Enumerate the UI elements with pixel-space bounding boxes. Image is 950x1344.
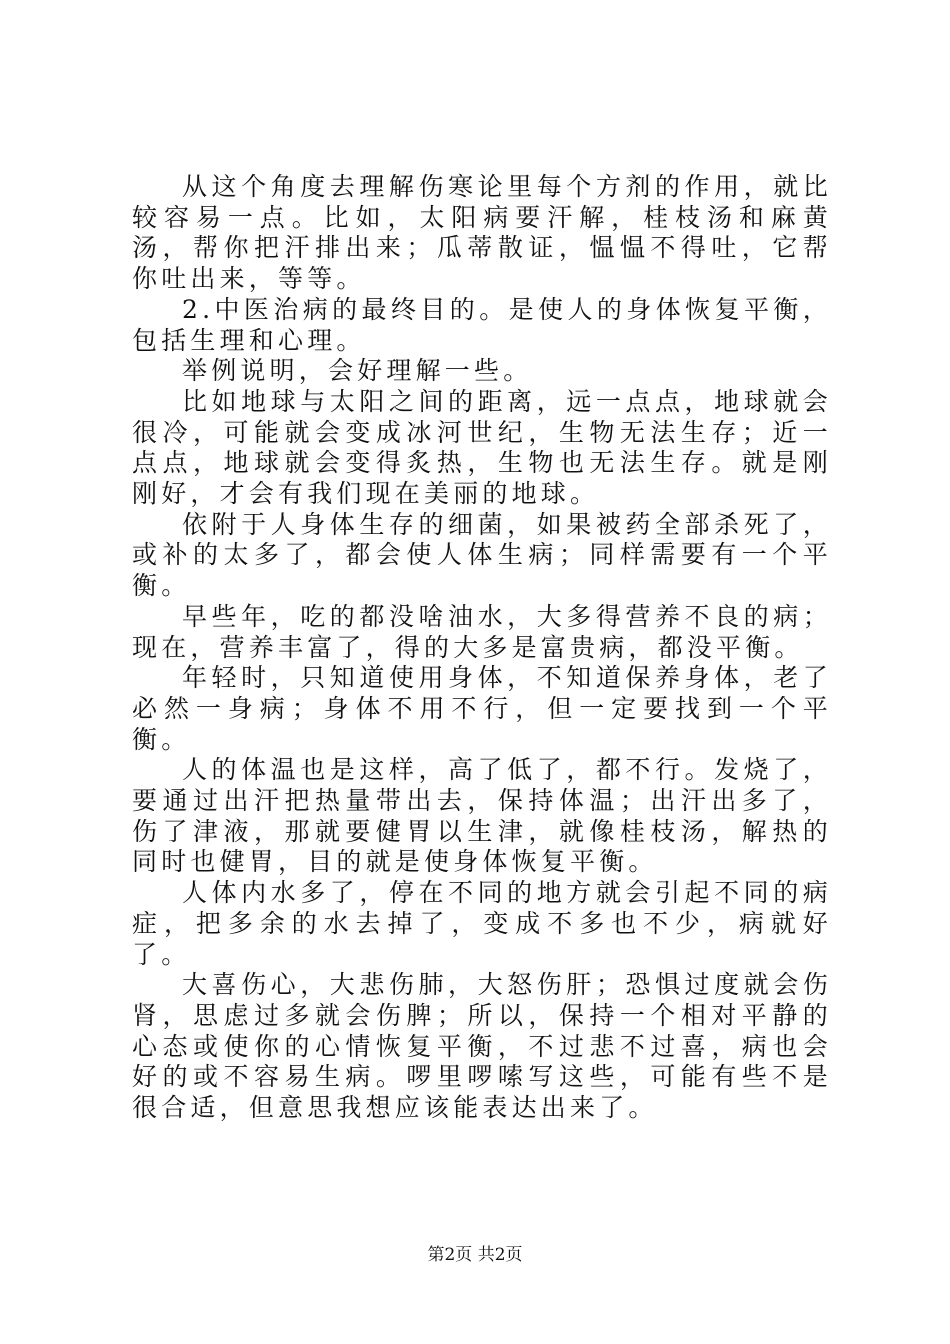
paragraph-3: 举例说明，会好理解一些。 (182, 356, 533, 386)
paragraph-2: 2.中医治病的最终目的。是使人的身体恢复平衡，包括生理和心理。 (132, 294, 832, 355)
paragraph-5: 依附于人身体生存的细菌，如果被药全部杀死了，或补的太多了，都会使人体生病；同样需要有一个平衡。 (132, 509, 832, 601)
page-footer (0, 1244, 950, 1266)
paragraph-8: 人的体温也是这样，高了低了，都不行。发烧了，要通过出汗把热量带出去，保持体温；出汗出多了，伤了津液，那就要健胃以生津，就像桂枝汤，解热的同时也健胃，目的就是使身体恢复平衡。 (132, 755, 832, 877)
paragraph-9: 人体内水多了，停在不同的地方就会引起不同的病症，把多余的水去掉了，变成不多也不少，病就好了。 (132, 878, 832, 969)
paragraph-7: 年轻时，只知道使用身体，不知道保养身体，老了必然一身病；身体不用不行，但一定要找到一个平衡。 (132, 663, 832, 754)
document-body (132, 172, 832, 1124)
paragraph-4: 比如地球与太阳之间的距离，远一点点，地球就会很冷，可能就会变成冰河世纪，生物无法生存；近一点点，地球就会变得炙热，生物也无法生存。就是刚刚好，才会有我们现在美丽的地球。 (132, 386, 832, 509)
paragraph-6: 早些年，吃的都没啥油水，大多得营养不良的病；现在，营养丰富了，得的大多是富贵病，都没平衡。 (132, 601, 832, 662)
paragraph-10: 大喜伤心，大悲伤肺，大怒伤肝；恐惧过度就会伤肾，思虑过多就会伤脾；所以，保持一个相对平静的心态或使你的心情恢复平衡，不过悲不过喜，病也会好的或不容易生病。啰里啰嗦写这些，可能有些不是很合适，但意思我想应该能表达出来了。 (132, 970, 832, 1123)
paragraph-1: 从这个角度去理解伤寒论里每个方剂的作用，就比较容易一点。比如，太阳病要汗解，桂枝汤和麻黄汤，帮你把汗排出来；瓜蒂散证，愠愠不得吐，它帮你吐出来，等等。 (132, 172, 832, 294)
page-number-label: 第2页 共2页 (427, 1245, 523, 1265)
